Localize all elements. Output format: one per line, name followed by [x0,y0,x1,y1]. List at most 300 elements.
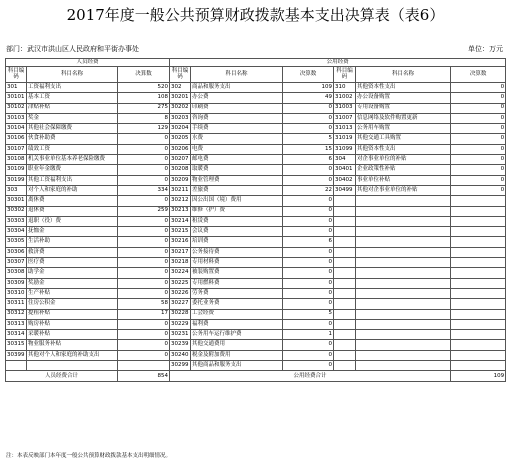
header-name: 科目名称 [356,67,451,83]
amount-cell: 259 [118,206,170,216]
table-row [6,216,506,226]
code-cell: 30205 [170,134,191,144]
amount-cell [451,330,506,340]
table-row [6,227,506,237]
code-cell: 302 [170,83,191,93]
name-cell: 抚恤金 [27,227,118,237]
amount-cell: 0 [283,175,334,185]
code-cell: 30299 [170,361,191,371]
name-cell: 其他交通费用 [191,340,283,350]
code-cell: 30199 [6,175,27,185]
table-row [6,83,506,93]
code-cell: 30102 [6,103,27,113]
code-cell: 30204 [170,124,191,134]
code-cell [6,361,27,371]
name-cell: 邮电费 [191,155,283,165]
table-row [6,361,506,371]
amount-cell [451,247,506,257]
amount-cell: 0 [283,206,334,216]
name-cell: 被装购置费 [191,268,283,278]
code-cell: 31019 [334,134,356,144]
amount-cell: 0 [451,83,506,93]
name-cell: 会议费 [191,227,283,237]
code-cell [334,237,356,247]
name-cell: 信息网络及软件购置更新 [356,113,451,123]
amount-cell: 22 [283,185,334,195]
amount-cell [451,361,506,371]
name-cell: 绩效工资 [27,144,118,154]
name-cell: 差旅费 [191,185,283,195]
amount-cell: 0 [118,216,170,226]
amount-cell: 0 [283,350,334,360]
name-cell: 公务接待费 [191,247,283,257]
personnel-total-value: 854 [118,371,170,382]
name-cell: 机关事业单位基本养老保险缴费 [27,155,118,165]
name-cell: 水费 [191,134,283,144]
code-cell: 30215 [170,227,191,237]
totals-row [6,371,506,382]
name-cell: 其他资本性支出 [356,144,451,154]
amount-cell: 0 [118,247,170,257]
table-row [6,124,506,134]
code-cell [334,196,356,206]
code-cell [334,288,356,298]
amount-cell [451,196,506,206]
name-cell: 对个人和家庭的补助 [27,185,118,195]
table-row [6,175,506,185]
code-cell: 30315 [6,340,27,350]
amount-cell: 0 [118,196,170,206]
table-row [6,93,506,103]
code-cell: 30309 [6,278,27,288]
header-name: 科目名称 [191,67,283,83]
amount-cell [451,309,506,319]
code-cell: 30306 [6,247,27,257]
amount-cell: 0 [283,113,334,123]
table-row [6,237,506,247]
header-name: 科目名称 [27,67,118,83]
name-cell: 办公费 [191,93,283,103]
name-cell: 印刷费 [191,103,283,113]
amount-cell: 15 [283,144,334,154]
code-cell: 30213 [170,206,191,216]
name-cell: 基本工资 [27,93,118,103]
amount-cell: 0 [118,155,170,165]
code-cell: 30107 [6,144,27,154]
code-cell: 310 [334,83,356,93]
amount-cell: 0 [118,227,170,237]
amount-cell: 0 [283,340,334,350]
code-cell: 30402 [334,175,356,185]
amount-cell: 0 [283,124,334,134]
name-cell [356,350,451,360]
amount-cell: 0 [283,196,334,206]
amount-cell: 275 [118,103,170,113]
code-cell: 30311 [6,299,27,309]
code-cell: 30313 [6,319,27,329]
amount-cell: 0 [118,330,170,340]
amount-cell: 0 [118,144,170,154]
code-cell: 30217 [170,247,191,257]
amount-cell [451,278,506,288]
table-row [6,268,506,278]
amount-cell [451,237,506,247]
name-cell: 其他商品和服务支出 [191,361,283,371]
amount-cell: 0 [118,175,170,185]
amount-cell: 0 [118,258,170,268]
unit-label: 单位：万元 [468,45,503,53]
name-cell [356,247,451,257]
amount-cell [451,288,506,298]
name-cell: 退休费 [27,206,118,216]
code-cell: 30227 [170,299,191,309]
code-cell: 30201 [170,93,191,103]
amount-cell: 0 [451,185,506,195]
code-cell: 30101 [6,93,27,103]
amount-cell: 0 [118,350,170,360]
name-cell: 福利费 [191,319,283,329]
name-cell [356,299,451,309]
amount-cell: 334 [118,185,170,195]
amount-cell: 0 [118,319,170,329]
amount-cell: 0 [118,237,170,247]
code-cell [334,268,356,278]
name-cell: 公务用车购置 [356,124,451,134]
name-cell [356,340,451,350]
code-cell: 30303 [6,216,27,226]
code-cell: 30229 [170,319,191,329]
code-cell: 30104 [6,124,27,134]
header-amount: 决算数 [283,67,334,83]
name-cell: 提租补贴 [27,309,118,319]
name-cell [356,309,451,319]
amount-cell: 0 [283,247,334,257]
name-cell: 租赁费 [191,216,283,226]
name-cell: 工资福利支出 [27,83,118,93]
amount-cell: 5 [283,134,334,144]
amount-cell: 0 [118,278,170,288]
code-cell: 30103 [6,113,27,123]
name-cell: 电费 [191,144,283,154]
code-cell: 30202 [170,103,191,113]
code-cell [334,340,356,350]
table-row [6,350,506,360]
code-cell: 30231 [170,330,191,340]
code-cell [334,330,356,340]
amount-cell: 0 [118,134,170,144]
code-cell: 30301 [6,196,27,206]
name-cell [356,278,451,288]
name-cell: 咨询费 [191,113,283,123]
amount-cell: 109 [283,83,334,93]
name-cell [27,361,118,371]
amount-cell [451,299,506,309]
amount-cell [451,319,506,329]
name-cell [356,206,451,216]
amount-cell [451,227,506,237]
amount-cell: 0 [451,103,506,113]
code-cell: 30226 [170,288,191,298]
name-cell: 因公出国（境）费用 [191,196,283,206]
amount-cell: 129 [118,124,170,134]
amount-cell: 0 [451,144,506,154]
name-cell: 其他对企事业单位的补贴 [356,185,451,195]
code-cell: 30214 [170,216,191,226]
code-cell: 30304 [6,227,27,237]
code-cell: 30499 [334,185,356,195]
name-cell: 生活补助 [27,237,118,247]
code-cell: 31003 [334,103,356,113]
name-cell: 救济费 [27,247,118,257]
name-cell: 离休费 [27,196,118,206]
amount-cell [451,268,506,278]
code-cell: 31002 [334,93,356,103]
code-cell [334,309,356,319]
code-cell: 31099 [334,144,356,154]
table-row [6,185,506,195]
code-cell: 30203 [170,113,191,123]
group-public: 公用经费 [170,59,506,67]
table-row [6,165,506,175]
code-cell [334,361,356,371]
amount-cell [451,350,506,360]
amount-cell: 0 [451,175,506,185]
code-cell: 30401 [334,165,356,175]
amount-cell: 0 [451,124,506,134]
code-cell: 30307 [6,258,27,268]
name-cell: 津贴补贴 [27,103,118,113]
name-cell: 维修（护）费 [191,206,283,216]
code-cell: 303 [6,185,27,195]
table-row [6,278,506,288]
amount-cell: 1 [283,330,334,340]
code-cell: 30314 [6,330,27,340]
name-cell: 税金及附加费用 [191,350,283,360]
code-cell: 30108 [6,155,27,165]
code-cell: 30218 [170,258,191,268]
column-header-row [6,67,506,83]
name-cell: 培训费 [191,237,283,247]
amount-cell [451,340,506,350]
name-cell [356,330,451,340]
name-cell [356,258,451,268]
amount-cell: 0 [451,134,506,144]
amount-cell: 49 [283,93,334,103]
amount-cell: 0 [118,288,170,298]
name-cell [356,288,451,298]
name-cell [356,237,451,247]
amount-cell: 0 [283,361,334,371]
table-row [6,103,506,113]
code-cell: 31007 [334,113,356,123]
code-cell: 30207 [170,155,191,165]
amount-cell: 17 [118,309,170,319]
table-row [6,309,506,319]
name-cell: 伙食补助费 [27,134,118,144]
name-cell: 助学金 [27,268,118,278]
name-cell: 物业管理费 [191,175,283,185]
amount-cell: 0 [451,113,506,123]
amount-cell [118,361,170,371]
name-cell: 物业服务补贴 [27,340,118,350]
code-cell: 30224 [170,268,191,278]
name-cell [356,319,451,329]
name-cell: 专用材料费 [191,258,283,268]
amount-cell: 0 [283,165,334,175]
name-cell: 劳务费 [191,288,283,298]
amount-cell: 8 [118,113,170,123]
name-cell: 退职（役）费 [27,216,118,226]
name-cell: 其他资本性支出 [356,83,451,93]
table-row [6,134,506,144]
name-cell: 采暖补贴 [27,330,118,340]
amount-cell: 108 [118,93,170,103]
amount-cell: 0 [283,227,334,237]
name-cell: 对企事业单位的补贴 [356,155,451,165]
code-cell: 30239 [170,340,191,350]
amount-cell: 0 [118,268,170,278]
name-cell: 其他交通工具购置 [356,134,451,144]
amount-cell: 0 [283,216,334,226]
code-cell: 304 [334,155,356,165]
code-cell [334,216,356,226]
header-amount: 决算数 [118,67,170,83]
name-cell: 其他工资福利支出 [27,175,118,185]
amount-cell: 0 [283,319,334,329]
code-cell [334,299,356,309]
public-total-label: 公用经费合计 [170,371,451,382]
name-cell: 其他对个人和家庭的补助支出 [27,350,118,360]
amount-cell: 0 [118,340,170,350]
code-cell: 30209 [170,175,191,185]
name-cell: 专用设备购置 [356,103,451,113]
code-cell: 30206 [170,144,191,154]
expenditure-table [5,58,506,382]
public-total-value: 109 [451,371,506,382]
code-cell [334,278,356,288]
name-cell: 办公设备购置 [356,93,451,103]
amount-cell: 0 [283,288,334,298]
code-cell [334,350,356,360]
amount-cell: 0 [118,165,170,175]
amount-cell: 0 [451,155,506,165]
name-cell: 商品和服务支出 [191,83,283,93]
code-cell: 30302 [6,206,27,216]
amount-cell [451,258,506,268]
name-cell: 奖金 [27,113,118,123]
name-cell [356,227,451,237]
name-cell: 工会经费 [191,309,283,319]
name-cell [356,196,451,206]
header-amount: 决算数 [451,67,506,83]
code-cell: 30106 [6,134,27,144]
code-cell: 30399 [6,350,27,360]
table-row [6,299,506,309]
table-row [6,288,506,298]
amount-cell: 0 [283,299,334,309]
code-cell [334,206,356,216]
amount-cell: 0 [283,278,334,288]
amount-cell [451,216,506,226]
code-cell: 30208 [170,165,191,175]
department-label: 部门：武汉市洪山区人民政府和平街办事处 [6,45,139,53]
name-cell: 职业年金缴费 [27,165,118,175]
code-cell [334,319,356,329]
name-cell: 医疗费 [27,258,118,268]
amount-cell: 5 [283,309,334,319]
amount-cell: 0 [283,268,334,278]
code-cell: 30308 [6,268,27,278]
code-cell: 30212 [170,196,191,206]
amount-cell: 0 [283,103,334,113]
table-row [6,113,506,123]
name-cell: 事业单位补贴 [356,175,451,185]
amount-cell: 0 [283,258,334,268]
group-personnel: 人员经费 [6,59,170,67]
amount-cell: 0 [451,93,506,103]
group-header-row [6,59,506,67]
code-cell [334,258,356,268]
code-cell: 30310 [6,288,27,298]
name-cell [356,361,451,371]
amount-cell: 58 [118,299,170,309]
code-cell [334,227,356,237]
amount-cell: 0 [451,165,506,175]
footnote: 注：本表反映部门本年度一般公共预算财政拨款基本支出明细情况。 [6,453,172,459]
report-title: 2017年度一般公共预算财政拨款基本支出决算表（表6） [66,6,445,24]
code-cell: 30216 [170,237,191,247]
name-cell [356,216,451,226]
name-cell: 奖励金 [27,278,118,288]
table-row [6,196,506,206]
code-cell: 31013 [334,124,356,134]
name-cell: 企业政策性补贴 [356,165,451,175]
code-cell: 30228 [170,309,191,319]
amount-cell: 520 [118,83,170,93]
amount-cell: 6 [283,237,334,247]
name-cell: 住房公积金 [27,299,118,309]
name-cell: 取暖费 [191,165,283,175]
code-cell: 30312 [6,309,27,319]
table-row [6,330,506,340]
table-row [6,247,506,257]
table-body [6,83,506,371]
code-cell: 30109 [6,165,27,175]
code-cell: 30225 [170,278,191,288]
code-cell: 301 [6,83,27,93]
name-cell: 购房补贴 [27,319,118,329]
table-row [6,155,506,165]
code-cell: 30305 [6,237,27,247]
amount-cell [451,206,506,216]
name-cell: 其他社会保障缴费 [27,124,118,134]
header-code: 科目编码 [170,67,191,83]
personnel-total-label: 人员经费合计 [6,371,118,382]
name-cell: 公务用车运行维护费 [191,330,283,340]
table-row [6,144,506,154]
table-row [6,206,506,216]
table-row [6,340,506,350]
table-row [6,258,506,268]
amount-cell: 6 [283,155,334,165]
name-cell: 专用燃料费 [191,278,283,288]
code-cell [334,247,356,257]
code-cell: 30240 [170,350,191,360]
name-cell: 委托业务费 [191,299,283,309]
name-cell: 生产补贴 [27,288,118,298]
header-code: 科目编码 [6,67,27,83]
header-code: 科目编码 [334,67,356,83]
